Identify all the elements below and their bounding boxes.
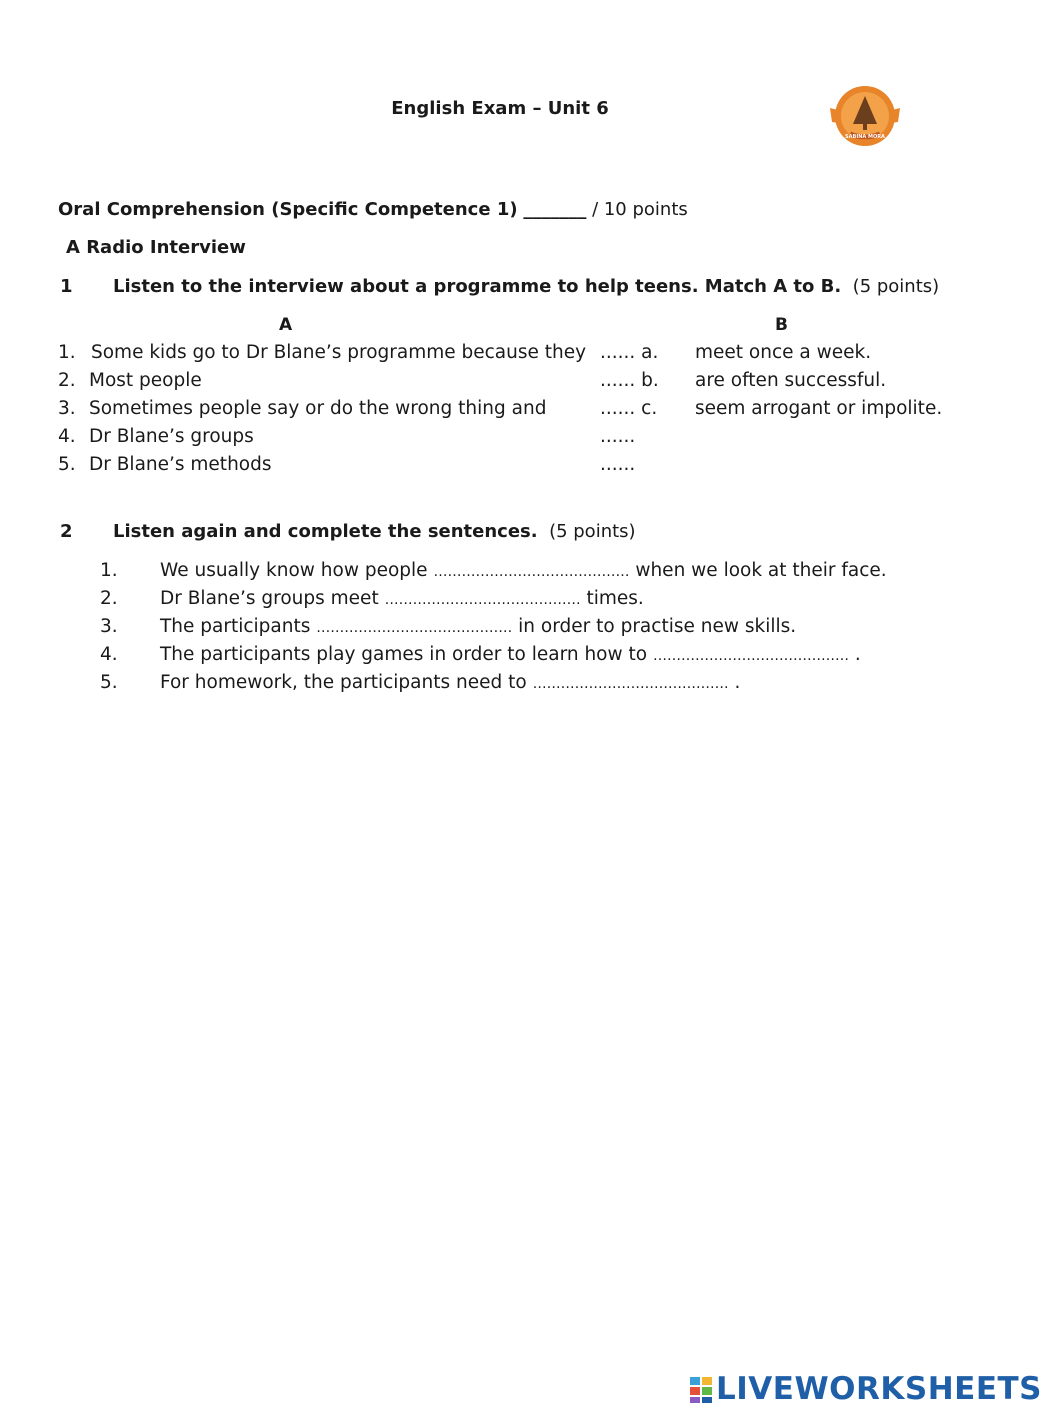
school-crest-logo bbox=[826, 82, 904, 150]
answer-slot[interactable]: ...... a. bbox=[600, 342, 659, 363]
sentence-end: times. bbox=[586, 588, 644, 609]
row-number: 4. bbox=[58, 426, 76, 447]
answer-slot[interactable]: ...... b. bbox=[600, 370, 659, 391]
answer-slot[interactable]: ...... c. bbox=[600, 398, 658, 419]
exercise-1-heading bbox=[60, 276, 960, 300]
section-score: / 10 points bbox=[592, 199, 688, 220]
item-number: 1. bbox=[100, 560, 118, 581]
item-number: 5. bbox=[100, 672, 118, 693]
sentence-start: We usually know how people bbox=[160, 560, 428, 581]
sentence-end: . bbox=[854, 644, 861, 665]
list-item bbox=[100, 616, 980, 640]
sentence-end: in order to practise new skills. bbox=[518, 616, 797, 637]
row-number: 1. bbox=[58, 342, 76, 363]
exercise-number: 2 bbox=[60, 521, 73, 542]
row-text-b: meet once a week. bbox=[695, 342, 872, 363]
list-item bbox=[100, 672, 980, 696]
list-item bbox=[100, 560, 980, 584]
match-row bbox=[58, 342, 76, 363]
exercise-instruction: Listen to the interview about a programme to help teens. Match A to B. bbox=[113, 276, 842, 297]
answer-blank[interactable]: …………………………………… bbox=[532, 676, 729, 692]
exercise-number: 1 bbox=[60, 276, 73, 297]
row-text-b: seem arrogant or impolite. bbox=[695, 398, 943, 419]
sentence-start: The participants bbox=[160, 616, 311, 637]
sentence-start: For homework, the participants need to bbox=[160, 672, 527, 693]
logo-text: SABINA MORA bbox=[845, 134, 885, 140]
item-number: 2. bbox=[100, 588, 118, 609]
sentence-start: The participants play games in order to learn how to bbox=[160, 644, 648, 665]
row-text-a: Dr Blane’s groups bbox=[89, 426, 254, 447]
score-blank: _______ bbox=[523, 199, 587, 220]
row-text-b: are often successful. bbox=[695, 370, 887, 391]
exercise-2-heading bbox=[60, 521, 960, 545]
column-b-header: B bbox=[775, 315, 788, 335]
row-number: 2. bbox=[58, 370, 76, 391]
column-a-header: A bbox=[279, 315, 293, 335]
list-item bbox=[100, 644, 980, 668]
item-number: 4. bbox=[100, 644, 118, 665]
sentence-end: . bbox=[734, 672, 741, 693]
sentence-end: when we look at their face. bbox=[635, 560, 887, 581]
row-text-a: Sometimes people say or do the wrong thing and bbox=[89, 398, 547, 419]
answer-blank[interactable]: …………………………………… bbox=[433, 564, 630, 580]
row-text-a: Some kids go to Dr Blane’s programme because they bbox=[91, 342, 587, 363]
liveworksheets-icon bbox=[688, 1375, 714, 1405]
list-item bbox=[100, 588, 980, 612]
exercise-points: (5 points) bbox=[852, 276, 940, 297]
row-text-a: Most people bbox=[89, 370, 202, 391]
liveworksheets-brand bbox=[688, 1371, 1042, 1407]
exercise-points: (5 points) bbox=[549, 521, 636, 542]
answer-blank[interactable]: …………………………………… bbox=[384, 592, 581, 608]
section-header bbox=[58, 199, 688, 220]
answer-blank[interactable]: …………………………………… bbox=[652, 648, 849, 664]
answer-blank[interactable]: …………………………………… bbox=[316, 620, 513, 636]
exercise-instruction: Listen again and complete the sentences. bbox=[113, 521, 538, 542]
answer-slot[interactable]: ...... bbox=[600, 426, 636, 447]
row-number: 3. bbox=[58, 398, 76, 419]
answer-slot[interactable]: ...... bbox=[600, 454, 636, 475]
page-title: English Exam – Unit 6 bbox=[391, 98, 609, 119]
row-number: 5. bbox=[58, 454, 76, 475]
sentence-start: Dr Blane’s groups meet bbox=[160, 588, 379, 609]
item-number: 3. bbox=[100, 616, 118, 637]
brand-text: LIVEWORKSHEETS bbox=[716, 1371, 1042, 1407]
row-text-a: Dr Blane’s methods bbox=[89, 454, 272, 475]
section-subtitle: A Radio Interview bbox=[66, 237, 246, 258]
section-title: Oral Comprehension (Specific Competence 1) bbox=[58, 199, 518, 220]
